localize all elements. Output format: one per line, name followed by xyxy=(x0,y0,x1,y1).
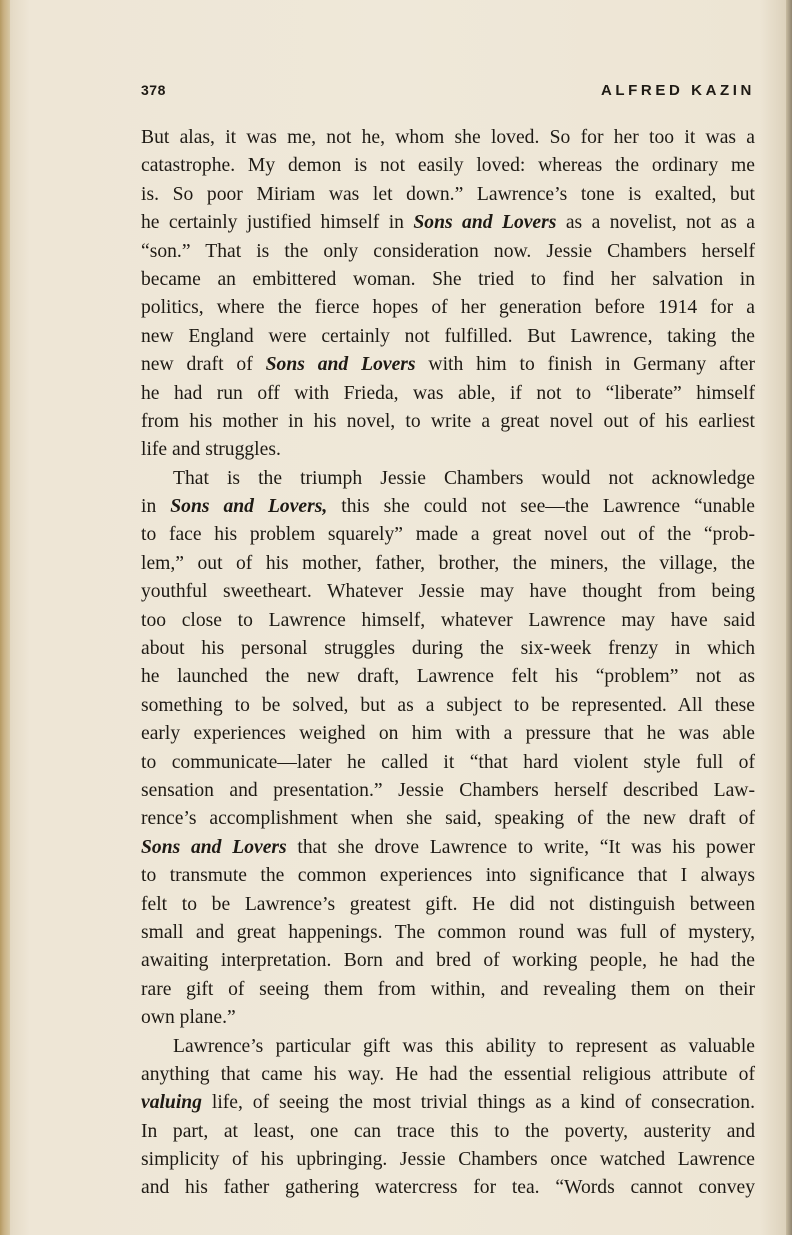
text-line xyxy=(141,1174,755,1202)
text-line xyxy=(141,465,755,493)
text-line xyxy=(141,1061,755,1089)
line-text: to transmute the common experiences into significance that I always xyxy=(141,865,755,887)
book-spine-edge xyxy=(0,0,10,1235)
text-line xyxy=(141,266,755,294)
line-text: In part, at least, one can trace this to the poverty, austerity and xyxy=(141,1120,755,1142)
line-text: he certainly justified himself in xyxy=(141,212,414,234)
line-text: awaiting interpretation. Born and bred of working people, he had the xyxy=(141,950,755,972)
line-text: to face his problem squarely” made a great novel out of the “prob- xyxy=(141,524,755,546)
line-text: he launched the new draft, Lawrence felt his “problem” not as xyxy=(141,666,755,688)
line-text: small and great happenings. The common round was full of mystery, xyxy=(141,921,755,943)
text-line xyxy=(141,493,755,521)
line-text: life and struggles. xyxy=(141,439,281,461)
line-text: new draft of xyxy=(141,354,266,376)
text-line xyxy=(141,209,755,237)
italic-title-text: Sons and Lovers xyxy=(141,836,287,858)
line-text: and his father gathering watercress for tea. “Words cannot convey xyxy=(141,1177,755,1199)
text-line xyxy=(141,919,755,947)
text-line xyxy=(141,380,755,408)
line-text: felt to be Lawrence’s greatest gift. He did not distinguish between xyxy=(141,893,755,915)
text-line xyxy=(141,635,755,663)
text-line xyxy=(141,663,755,691)
text-line xyxy=(141,947,755,975)
text-line xyxy=(141,834,755,862)
italic-title-text: Sons and Lovers, xyxy=(170,496,328,518)
line-text: own plane.” xyxy=(141,1007,236,1029)
line-text: new England were certainly not fulfilled. But Lawrence, taking the xyxy=(141,325,755,347)
line-text: from his mother in his novel, to write a great novel out of his earliest xyxy=(141,410,755,432)
italic-title-text: Sons and Lovers xyxy=(265,354,416,376)
line-text: rare gift of seeing them from within, and revealing them on their xyxy=(141,978,755,1000)
line-text: early experiences weighed on him with a pressure that he was able xyxy=(141,723,755,745)
line-text: in xyxy=(141,496,171,518)
italic-title-text: Sons and Lovers xyxy=(413,212,557,234)
line-text: youthful sweetheart. Whatever Jessie may have thought from being xyxy=(141,581,755,603)
text-line xyxy=(141,976,755,1004)
line-text: life, of seeing the most trivial things as a kind of consecration. xyxy=(201,1092,755,1114)
line-text: “son.” That is the only consideration now. Jessie Chambers herself xyxy=(141,240,755,262)
text-line xyxy=(141,1146,755,1174)
line-text: as a novelist, not as a xyxy=(556,212,755,234)
text-line xyxy=(141,891,755,919)
line-text: lem,” out of his mother, father, brother, the miners, the village, the xyxy=(141,552,755,574)
text-line xyxy=(141,436,755,464)
text-line xyxy=(141,720,755,748)
line-text: about his personal struggles during the six-week frenzy in which xyxy=(141,638,755,660)
line-text: simplicity of his upbringing. Jessie Chambers once watched Lawrence xyxy=(141,1149,755,1171)
line-text: he had run off with Frieda, was able, if not to “liberate” himself xyxy=(141,382,755,404)
text-line xyxy=(141,1118,755,1146)
line-text: too close to Lawrence himself, whatever Lawrence may have said xyxy=(141,609,755,631)
line-text: is. So poor Miriam was let down.” Lawrence’s tone is exalted, but xyxy=(141,183,755,205)
line-text: something to be solved, but as a subject to be represented. All these xyxy=(141,694,755,716)
text-line xyxy=(141,238,755,266)
text-line xyxy=(141,1033,755,1061)
page-right-edge xyxy=(786,0,792,1235)
line-text: rence’s accomplishment when she said, speaking of the new draft of xyxy=(141,808,755,830)
text-line xyxy=(141,550,755,578)
text-line xyxy=(141,152,755,180)
text-line xyxy=(141,408,755,436)
text-line xyxy=(141,124,755,152)
text-line xyxy=(141,749,755,777)
line-text: politics, where the fierce hopes of her generation before 1914 for a xyxy=(141,297,755,319)
text-line xyxy=(141,805,755,833)
line-text: But alas, it was me, not he, whom she loved. So for her too it was a xyxy=(141,127,755,148)
text-line xyxy=(141,607,755,635)
line-text: That is the triumph Jessie Chambers would not acknowledge xyxy=(173,467,755,489)
text-line xyxy=(141,578,755,606)
text-line xyxy=(141,862,755,890)
line-text: to communicate—later he called it “that hard violent style full of xyxy=(141,751,755,773)
body-text xyxy=(141,124,755,1203)
text-line xyxy=(141,294,755,322)
text-line xyxy=(141,1089,755,1117)
line-text: Lawrence’s particular gift was this ability to represent as valuable xyxy=(173,1035,755,1057)
page-header xyxy=(141,82,755,106)
text-line xyxy=(141,1004,755,1032)
text-line xyxy=(141,181,755,209)
line-text: that she drove Lawrence to write, “It was his power xyxy=(286,836,755,858)
text-line xyxy=(141,692,755,720)
line-text: with him to finish in Germany after xyxy=(415,354,755,376)
page-number: 378 xyxy=(141,82,166,98)
text-line xyxy=(141,323,755,351)
line-text: anything that came his way. He had the essential religious attribute of xyxy=(141,1063,755,1085)
line-text: became an embittered woman. She tried to find her salvation in xyxy=(141,268,755,290)
text-line xyxy=(141,521,755,549)
line-text: sensation and presentation.” Jessie Chambers herself described Law- xyxy=(141,779,755,801)
text-line xyxy=(141,777,755,805)
running-head: ALFRED KAZIN xyxy=(600,82,755,99)
line-text: this she could not see—the Lawrence “unable xyxy=(327,496,756,518)
italic-title-text: valuing xyxy=(141,1092,202,1114)
line-text: catastrophe. My demon is not easily loved: whereas the ordinary me xyxy=(141,155,755,177)
text-line xyxy=(141,351,755,379)
